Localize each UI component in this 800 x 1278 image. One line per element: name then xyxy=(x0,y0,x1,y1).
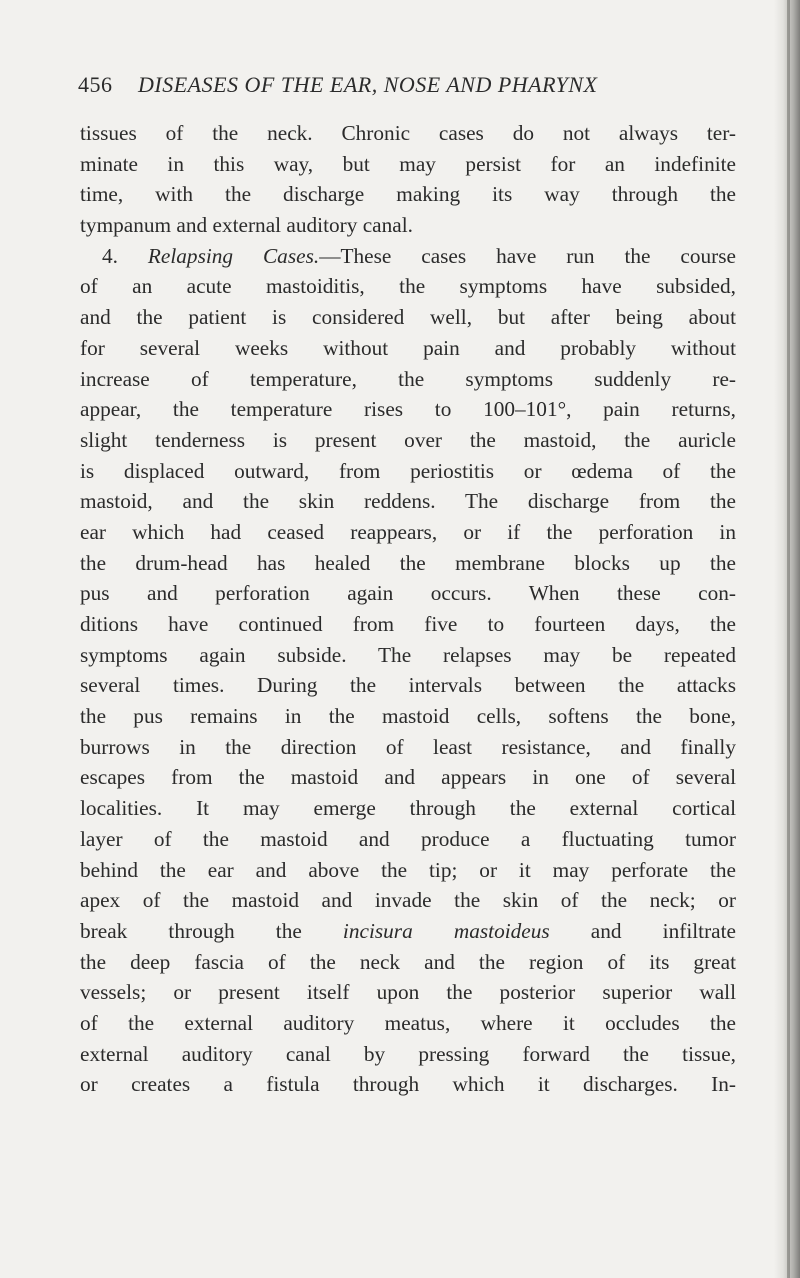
text-line: for several weeks without pain and probably without xyxy=(80,335,736,360)
text-line: layer of the mastoid and produce a fluctuating tumor xyxy=(80,826,736,851)
text-line: several times. During the intervals between the attacks xyxy=(80,673,736,698)
text-line: the pus remains in the mastoid cells, softens the bone, xyxy=(80,704,736,729)
text-line-section-heading xyxy=(80,241,736,272)
text-fragment: break through the xyxy=(80,918,343,943)
text-line: minate in this way, but may persist for an indefinite xyxy=(80,151,736,176)
text-line: of the external auditory meatus, where it occludes the xyxy=(80,1010,736,1035)
text-line: and the patient is considered well, but after being about xyxy=(80,305,736,330)
text-line: apex of the mastoid and invade the skin of the neck; or xyxy=(80,888,736,913)
text-line: ear which had ceased reappears, or if the perforation in xyxy=(80,519,736,544)
text-line: of an acute mastoiditis, the symptoms have subsided, xyxy=(80,274,736,299)
text-line: the drum-head has healed the membrane blocks up the xyxy=(80,550,736,575)
text-line: symptoms again subside. The relapses may be repeated xyxy=(80,642,736,667)
text-line: vessels; or present itself upon the posterior superior wall xyxy=(80,980,736,1005)
text-line: appear, the temperature rises to 100–101°, pain returns, xyxy=(80,397,736,422)
text-line: mastoid, and the skin reddens. The discharge from the xyxy=(80,489,736,514)
section-heading: Relapsing Cases. xyxy=(147,243,320,268)
text-line: is displaced outward, from periostitis or œdema of the xyxy=(80,458,736,483)
text-line-with-latin-term xyxy=(80,916,736,947)
text-line: increase of temperature, the symptoms suddenly re- xyxy=(80,366,736,391)
text-line: ditions have continued from five to fourteen days, the xyxy=(80,612,736,636)
text-line: external auditory canal by pressing forward the tissue, xyxy=(80,1041,736,1066)
text-line: or creates a fistula through which it discharges. In- xyxy=(80,1072,736,1097)
text-line: tissues of the neck. Chronic cases do not always ter- xyxy=(80,121,736,145)
text-line: tympanum and external auditory canal. xyxy=(80,213,413,238)
text-line: burrows in the direction of least resistance, and finally xyxy=(80,734,736,759)
running-head: DISEASES OF THE EAR, NOSE AND PHARYNX xyxy=(138,72,598,97)
section-heading-continuation: —These cases have run the course xyxy=(319,243,736,268)
text-line: pus and perforation again occurs. When these con- xyxy=(80,581,736,606)
text-line: slight tenderness is present over the mastoid, the auricle xyxy=(80,427,736,452)
text-line: behind the ear and above the tip; or it may perforate the xyxy=(80,857,736,882)
text-line: escapes from the mastoid and appears in one of several xyxy=(80,765,736,790)
body-text xyxy=(80,118,736,1100)
section-number: 4. xyxy=(102,243,148,268)
text-line: the deep fascia of the neck and the region of its great xyxy=(80,949,736,974)
latin-term: incisura mastoideus xyxy=(342,918,550,943)
text-fragment: and infiltrate xyxy=(549,918,736,943)
text-line: localities. It may emerge through the external cortical xyxy=(80,796,736,821)
binding-edge-line xyxy=(787,0,790,1278)
page-header xyxy=(78,72,738,102)
page-number: 456 xyxy=(78,72,113,97)
text-line: time, with the discharge making its way through the xyxy=(80,182,736,207)
